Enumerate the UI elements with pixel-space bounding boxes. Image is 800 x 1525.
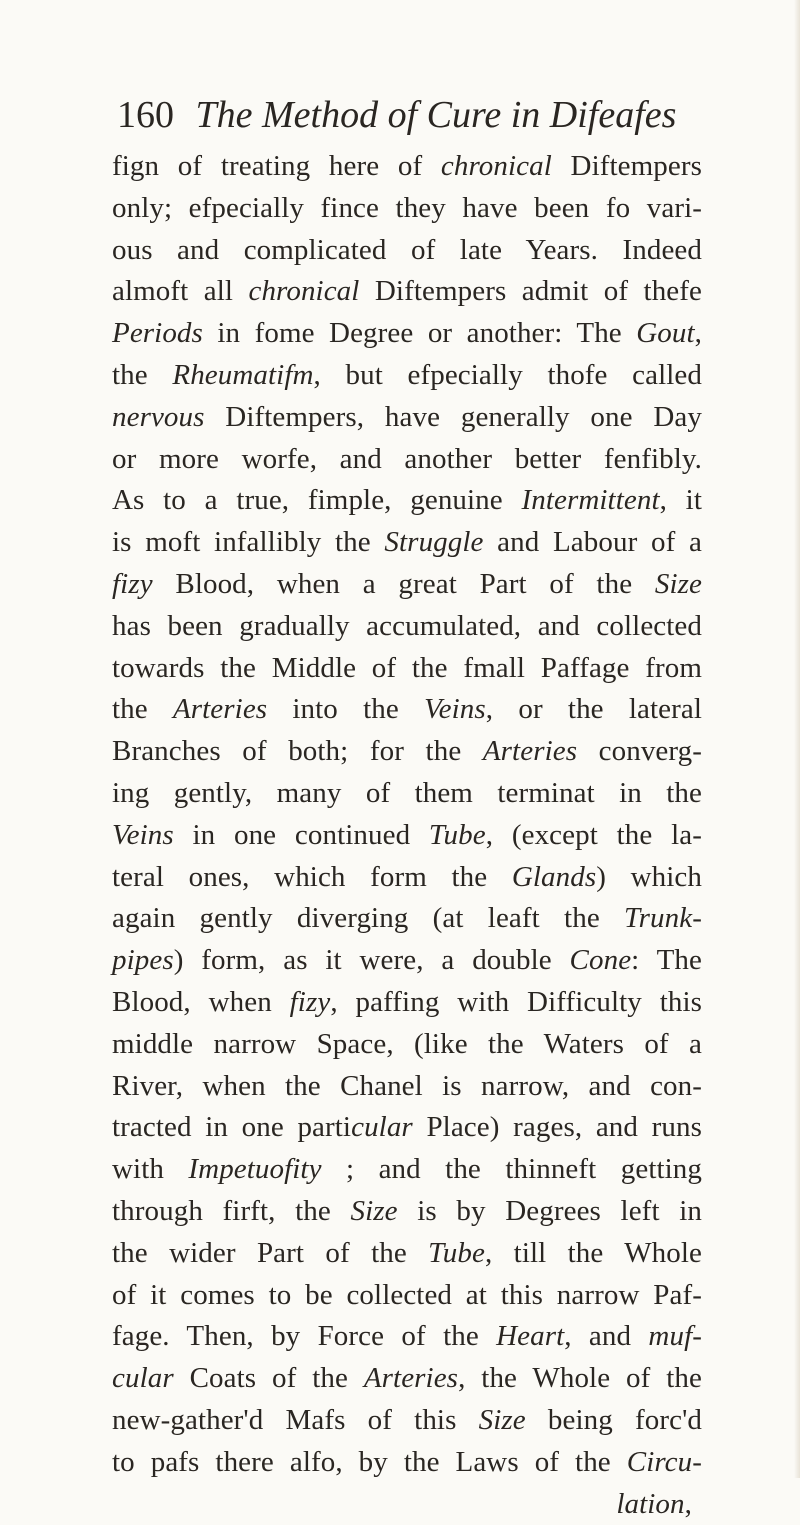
text-line: ous and complicated of late Years. Indeed [112,230,702,272]
text-line: teral ones, which form the Glands) which [112,857,702,899]
text-line: almoft all chronical Diftempers admit of thefe [112,271,702,313]
text-line: the Rheumatifm, but efpecially thofe called [112,355,702,397]
text-line: new-gather'd Mafs of this Size being forc'd [112,1400,702,1442]
text-line: As to a true, fimple, genuine Intermittent, it [112,480,702,522]
text-line: the Arteries into the Veins, or the lateral [112,689,702,731]
text-line: ing gently, many of them terminat in the [112,773,702,815]
text-line: Veins in one continued Tube, (except the la- [112,815,702,857]
text-line: middle narrow Space, (like the Waters of a [112,1024,702,1066]
text-line: towards the Middle of the fmall Paffage from [112,648,702,690]
text-line: the wider Part of the Tube, till the Whole [112,1233,702,1275]
page-header [117,92,697,138]
body-text [112,146,702,1525]
page-number: 160 [117,94,174,136]
text-line: fage. Then, by Force of the Heart, and muf- [112,1316,702,1358]
text-line: again gently diverging (at leaft the Trunk- [112,898,702,940]
text-line: has been gradually accumulated, and collected [112,606,702,648]
text-line: fign of treating here of chronical Diftempers [112,146,702,188]
text-line: Periods in fome Degree or another: The Gout, [112,313,702,355]
page-edge-shadow [794,0,800,1478]
text-line: or more worfe, and another better fenfibly. [112,439,702,481]
text-line: pipes) form, as it were, a double Cone: The [112,940,702,982]
text-line: is moft infallibly the Struggle and Labour of a [112,522,702,564]
text-line: through firft, the Size is by Degrees left in [112,1191,702,1233]
text-line: tracted in one particular Place) rages, and runs [112,1107,702,1149]
text-line: cular Coats of the Arteries, the Whole of the [112,1358,702,1400]
text-line: to pafs there alfo, by the Laws of the Circu- [112,1442,702,1484]
text-line: only; efpecially fince they have been fo vari- [112,188,702,230]
text-line: Blood, when fizy, paffing with Difficulty this [112,982,702,1024]
running-title: The Method of Cure in Difeafes [196,94,677,136]
catchword: lation, [112,1484,702,1525]
text-line: with Impetuofity ; and the thinneft getting [112,1149,702,1191]
text-line: nervous Diftempers, have generally one Day [112,397,702,439]
text-line: fizy Blood, when a great Part of the Size [112,564,702,606]
text-line: Branches of both; for the Arteries converg- [112,731,702,773]
text-line: River, when the Chanel is narrow, and con- [112,1066,702,1108]
text-line: of it comes to be collected at this narrow Paf- [112,1275,702,1317]
